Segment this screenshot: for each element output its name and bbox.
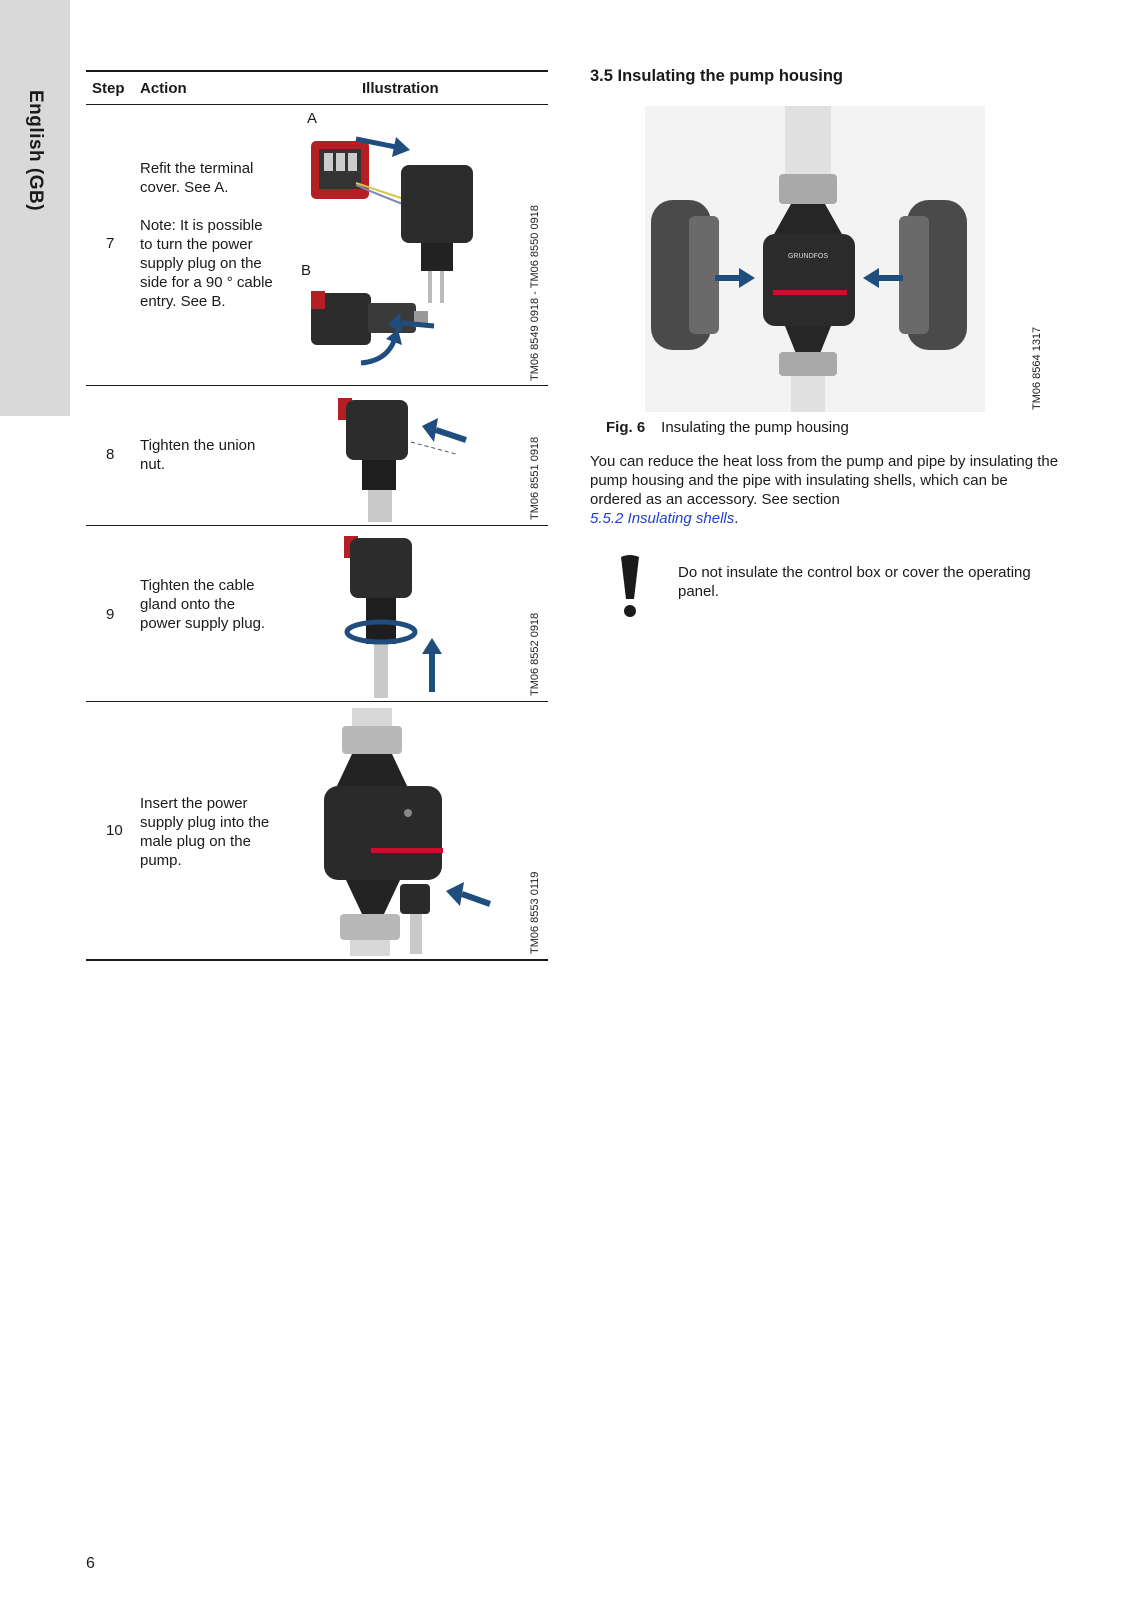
body-paragraph [590,452,1060,528]
illustration-label-b: B [301,262,312,279]
header-action: Action [140,80,187,97]
page-number: 6 [86,1555,95,1572]
header-illustration: Illustration [362,80,439,97]
step-action [140,159,275,330]
action-text: Insert the power supply plug into the male plug on the pump. [140,795,270,869]
step-number: 9 [106,606,115,623]
action-note: Note: It is possible to turn the power supply plug on the side for a 90 ° cable entry. See B. [140,217,273,310]
warning-exclamation-icon [615,553,645,619]
section-heading: 3.5 Insulating the pump housing [590,67,844,85]
step-number: 10 [106,822,123,839]
union-nut-illustration [316,390,476,522]
table-header [86,70,548,105]
table-row-step-10 [86,702,548,961]
paragraph-text: You can reduce the heat loss from the pump and pipe by insulating the pump housing and the pipe with insulating shells, which can be ordered as an accessory. See section [590,453,1059,508]
figure-label: Fig. 6 [606,419,646,436]
steps-table [86,70,548,961]
figure-caption-text: Insulating the pump housing [661,419,849,436]
figure-code: TM06 8551 0918 [529,436,541,520]
action-text: Tighten the cable gland onto the power supply plug. [140,577,266,632]
insulating-shells-figure [645,106,985,412]
step-action [140,436,275,493]
pump-plug-illustration [276,708,492,956]
table-row-step-8 [86,386,548,526]
figure-code: TM06 8549 0918 - TM06 8550 0918 [529,205,541,381]
cable-gland-illustration [336,532,466,698]
section-link[interactable]: 5.5.2 Insulating shells [590,510,735,527]
figure-code: TM06 8552 0918 [529,612,541,696]
action-text: Tighten the union nut. [140,437,256,473]
language-label [10,90,60,220]
figure-code: TM06 8564 1317 [1031,326,1043,410]
figure-code: TM06 8553 0119 [529,871,541,954]
warning-text: Do not insulate the control box or cover the operating panel. [678,564,1031,600]
illustration-label-a: A [307,110,318,127]
step-number: 8 [106,446,115,463]
terminal-cover-illustration [306,123,491,373]
language-label-text: English (GB) [25,90,46,212]
table-row-step-9 [86,526,548,702]
figure-caption [606,419,849,436]
step-action [140,794,275,889]
action-text: Refit the terminal cover. See A. [140,160,254,196]
step-number: 7 [106,235,115,252]
paragraph-end: . [734,510,739,527]
header-step: Step [92,80,125,97]
svg-text:GRUNDFOS: GRUNDFOS [787,253,829,260]
table-row-step-7 [86,105,548,386]
step-action [140,576,275,652]
language-side-tab [0,0,70,416]
